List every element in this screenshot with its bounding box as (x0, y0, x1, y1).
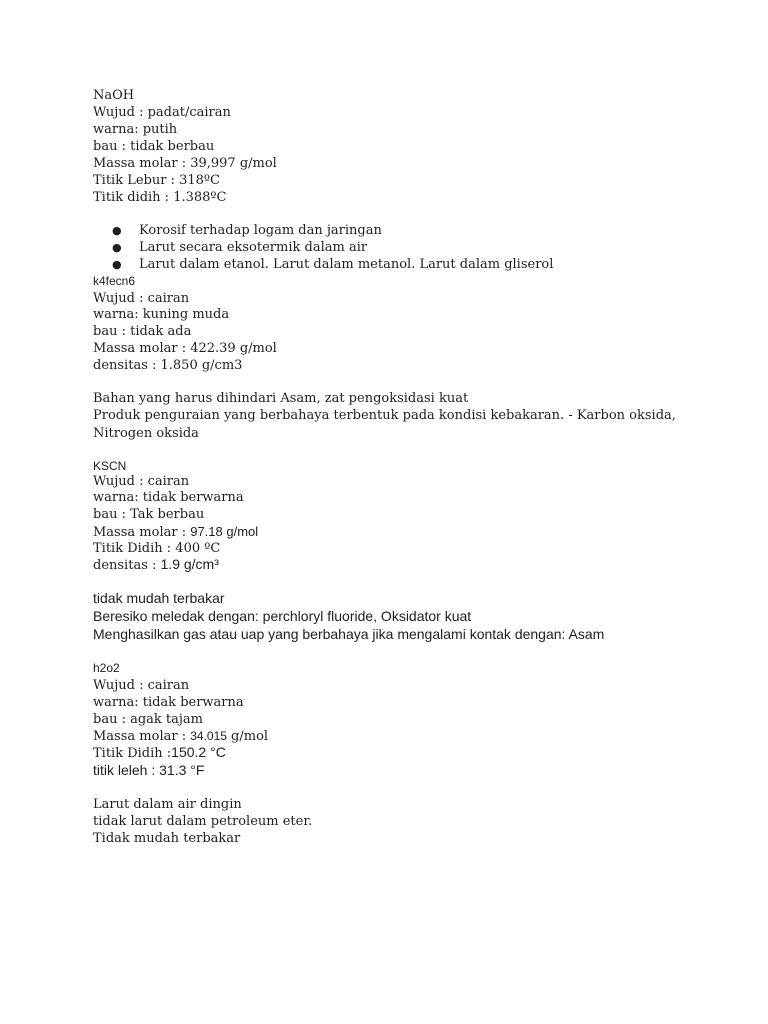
naoh-wujud: Wujud : padat/cairan (93, 105, 231, 120)
h2o2-didih-value: 150.2 °C (171, 744, 226, 760)
kscn-wujud: Wujud : cairan (93, 474, 190, 489)
k4fecn6-bahan-dihindari: Bahan yang harus dihindari Asam, zat pengoksidasi kuat (93, 391, 469, 406)
bullet-text: Korosif terhadap logam dan jaringan (139, 223, 382, 238)
k4fecn6-bau: bau : tidak ada (93, 324, 192, 339)
naoh-titik-lebur: Titik Lebur : 318ºC (93, 173, 220, 188)
bullet-text: Larut dalam etanol. Larut dalam metanol. Larut dalam gliserol (139, 257, 554, 272)
k4fecn6-produk-penguraian: Produk penguraian yang berbahaya terbentuk pada kondisi kebakaran. - Karbon oksida, (93, 408, 676, 423)
kscn-warna: warna: tidak berwarna (93, 490, 244, 505)
naoh-bullet-item (112, 222, 382, 239)
h2o2-title: h2o2 (93, 661, 120, 675)
h2o2-didih-label: Titik Didih : (93, 746, 172, 761)
h2o2-tidak-larut-petroleum: tidak larut dalam petroleum eter. (93, 814, 313, 829)
h2o2-massa-label: Massa molar : (93, 729, 191, 744)
h2o2-bau: bau : agak tajam (93, 712, 204, 727)
naoh-bullet-item (112, 239, 367, 256)
kscn-note-gas-berbahaya: Menghasilkan gas atau uap yang berbahaya jika mengalami kontak dengan: Asam (93, 626, 605, 642)
naoh-bullet-item (112, 256, 553, 273)
h2o2-larut-air-dingin: Larut dalam air dingin (93, 797, 242, 812)
h2o2-titik-leleh: titik leleh : 31.3 °F (93, 762, 205, 778)
kscn-massa-label: Massa molar : (93, 525, 191, 540)
k4fecn6-title: k4fecn6 (93, 274, 136, 288)
k4fecn6-produk-penguraian-cont: Nitrogen oksida (93, 426, 199, 441)
h2o2-wujud: Wujud : cairan (93, 678, 190, 693)
bullet-icon: ● (112, 258, 122, 271)
kscn-densitas-value: 1.9 g/cm³ (160, 556, 219, 572)
bullet-icon: ● (112, 241, 122, 254)
h2o2-tidak-mudah-terbakar: Tidak mudah terbakar (93, 831, 241, 846)
k4fecn6-warna: warna: kuning muda (93, 307, 230, 322)
kscn-densitas (93, 556, 219, 574)
kscn-densitas-label: densitas : (93, 558, 161, 573)
kscn-note-beresiko-meledak: Beresiko meledak dengan: perchloryl fluoride, Oksidator kuat (93, 608, 472, 624)
naoh-massa-molar: Massa molar : 39,997 g/mol (93, 156, 277, 171)
kscn-bau: bau : Tak berbau (93, 507, 205, 522)
kscn-title: KSCN (93, 459, 127, 473)
bullet-icon: ● (112, 224, 122, 237)
h2o2-massa-value: 34.015 (190, 729, 227, 743)
h2o2-warna: warna: tidak berwarna (93, 695, 244, 710)
kscn-massa-value: 97.18 g/mol (190, 524, 259, 539)
kscn-massa-molar (93, 523, 258, 541)
k4fecn6-densitas: densitas : 1.850 g/cm3 (93, 358, 243, 373)
h2o2-titik-didih (93, 744, 226, 762)
naoh-bau: bau : tidak berbau (93, 139, 215, 154)
kscn-titik-didih: Titik Didih : 400 ºC (93, 541, 221, 556)
bullet-text: Larut secara eksotermik dalam air (139, 240, 368, 255)
naoh-warna: warna: putih (93, 122, 178, 137)
k4fecn6-massa-molar: Massa molar : 422.39 g/mol (93, 341, 277, 356)
naoh-titik-didih: Titik didih : 1.388ºC (93, 190, 227, 205)
h2o2-massa-unit: g/mol (226, 729, 269, 744)
naoh-title: NaOH (93, 88, 135, 103)
k4fecn6-wujud: Wujud : cairan (93, 291, 190, 306)
h2o2-massa-molar (93, 728, 268, 745)
kscn-note-tidak-mudah-terbakar: tidak mudah terbakar (93, 590, 225, 606)
